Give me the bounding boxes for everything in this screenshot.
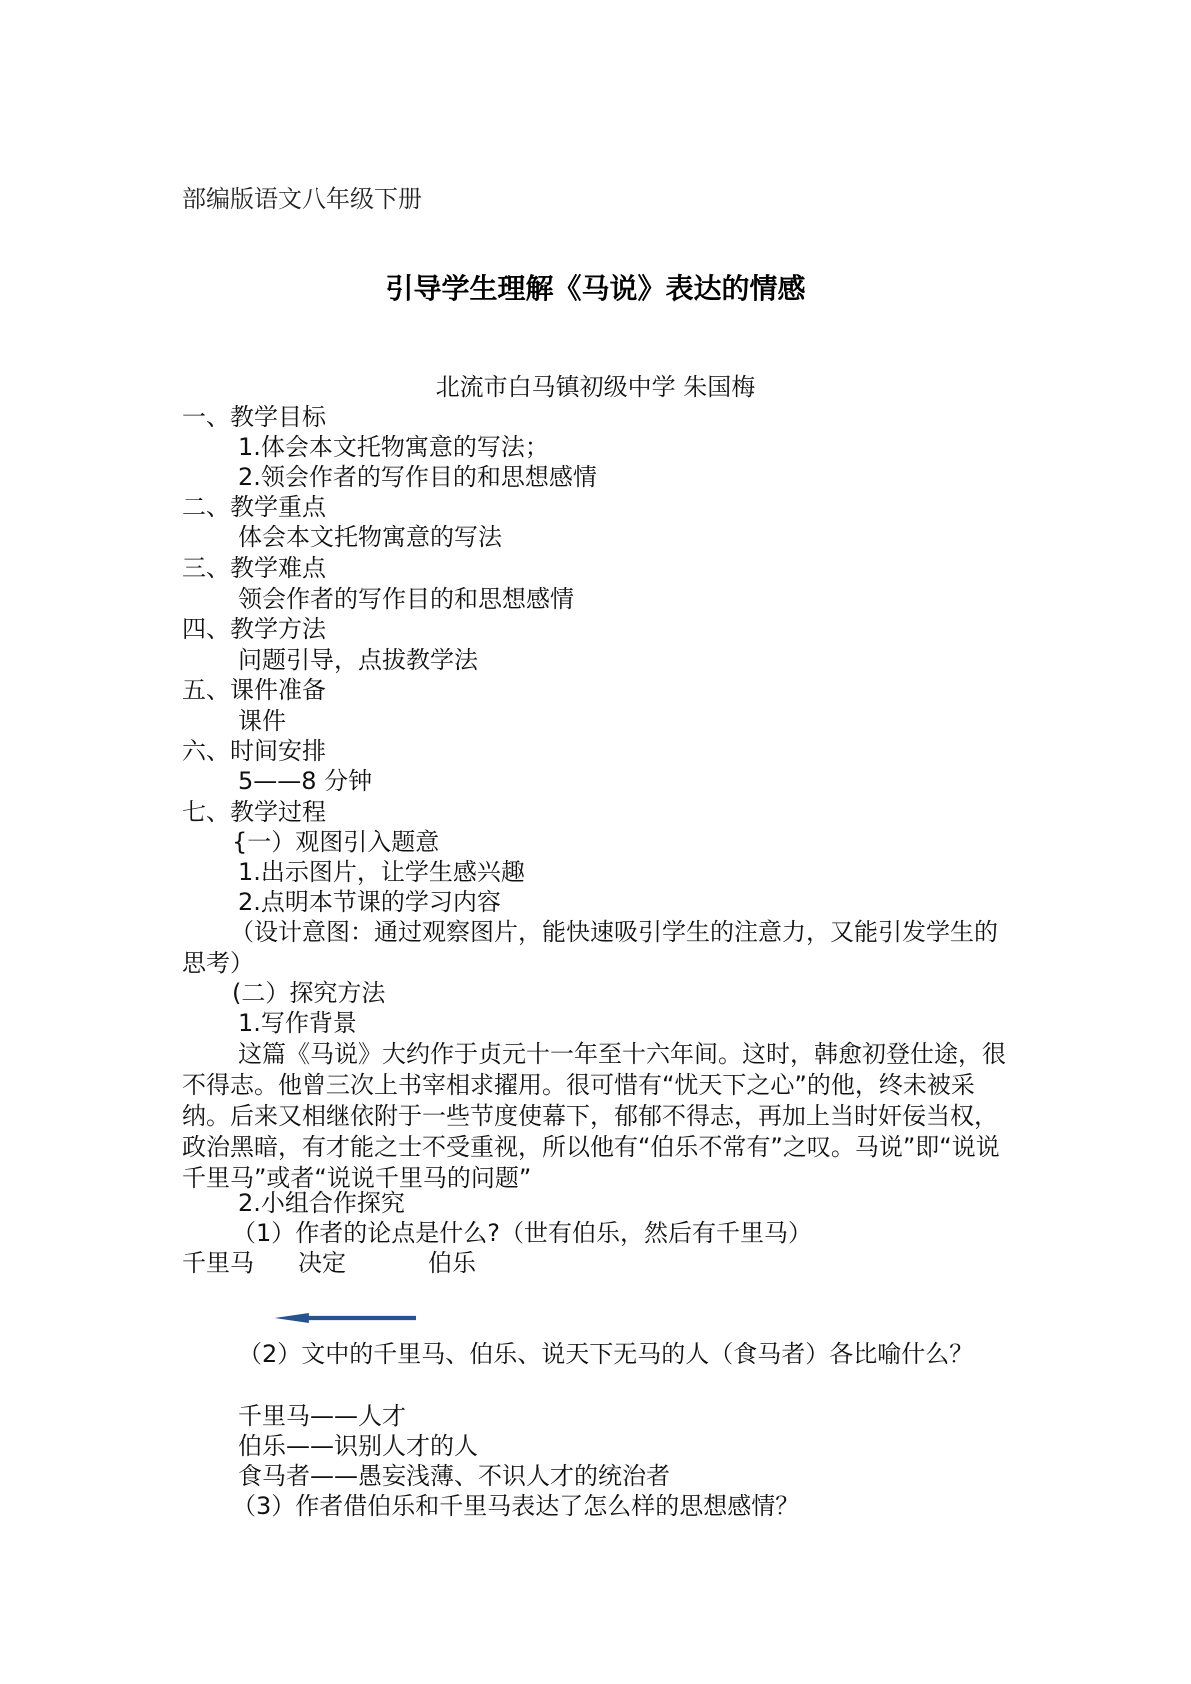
section-heading-key-point: 二、教学重点 bbox=[182, 493, 326, 521]
q2-answer: 伯乐——识别人才的人 bbox=[238, 1432, 478, 1460]
method-item: 问题引导，点拔教学法 bbox=[238, 646, 478, 674]
document-title: 引导学生理解《马说》表达的情感 bbox=[385, 272, 806, 305]
process-part1-item: 1.出示图片，让学生感兴趣 bbox=[238, 858, 525, 886]
section-heading-process: 七、教学过程 bbox=[182, 798, 326, 826]
design-note: （设计意图：通过观察图片，能快速吸引学生的注意力，又能引发学生的思考） bbox=[182, 918, 998, 977]
diagram-left-label: 千里马 bbox=[182, 1249, 254, 1277]
question-1: （1）作者的论点是什么?（世有伯乐，然后有千里马） bbox=[232, 1219, 813, 1247]
arrow-left-icon bbox=[246, 1313, 446, 1323]
section-heading-difficulty: 三、教学难点 bbox=[182, 554, 326, 582]
key-point-item: 体会本文托物寓意的写法 bbox=[238, 523, 502, 551]
background-heading: 1.写作背景 bbox=[238, 1009, 357, 1037]
time-item: 5——8 分钟 bbox=[238, 767, 373, 795]
difficulty-item: 领会作者的写作目的和思想感情 bbox=[238, 585, 574, 613]
q2-answer: 食马者——愚妄浅薄、不识人才的统治者 bbox=[238, 1462, 670, 1490]
section-heading-time: 六、时间安排 bbox=[182, 737, 326, 765]
question-2: （2）文中的千里马、伯乐、说天下无马的人（食马者）各比喻什么？ bbox=[238, 1340, 974, 1368]
section-heading-objectives: 一、教学目标 bbox=[182, 403, 326, 431]
group-inquiry-heading: 2.小组合作探究 bbox=[238, 1189, 405, 1217]
diagram-right-label: 伯乐 bbox=[428, 1249, 476, 1277]
section-heading-materials: 五、课件准备 bbox=[182, 676, 326, 704]
document-header: 部编版语文八年级下册 bbox=[182, 185, 422, 213]
materials-item: 课件 bbox=[238, 707, 286, 735]
diagram-middle-label: 决定 bbox=[298, 1249, 346, 1277]
objective-item: 2.领会作者的写作目的和思想感情 bbox=[238, 463, 597, 491]
author-line: 北流市白马镇初级中学 朱国梅 bbox=[435, 373, 756, 401]
section-heading-method: 四、教学方法 bbox=[182, 615, 326, 643]
process-part1-item: 2.点明本节课的学习内容 bbox=[238, 888, 501, 916]
question-3: （3）作者借伯乐和千里马表达了怎么样的思想感情？ bbox=[232, 1492, 800, 1520]
q2-answer: 千里马——人才 bbox=[238, 1402, 406, 1430]
objective-item: 1.体会本文托物寓意的写法； bbox=[238, 433, 549, 461]
process-part2-heading: (二）探究方法 bbox=[232, 979, 386, 1007]
process-part1-heading: {一）观图引入题意 bbox=[232, 828, 440, 856]
background-paragraph: 这篇《马说》大约作于贞元十一年至十六年间。这时，韩愈初登仕途，很不得志。他曾三次上书宰相求擢用。很可惜有“忧天下之心”的他，终未被采纳。后来又相继依附于一些节度使幕下，郁郁不得志，再加上当时奸佞当权，政治黑暗，有才能之士不受重视，所以他有“伯乐不常有”之叹。马说”即“说说千里马”或者“说说千里马的问题” bbox=[182, 1040, 1006, 1192]
